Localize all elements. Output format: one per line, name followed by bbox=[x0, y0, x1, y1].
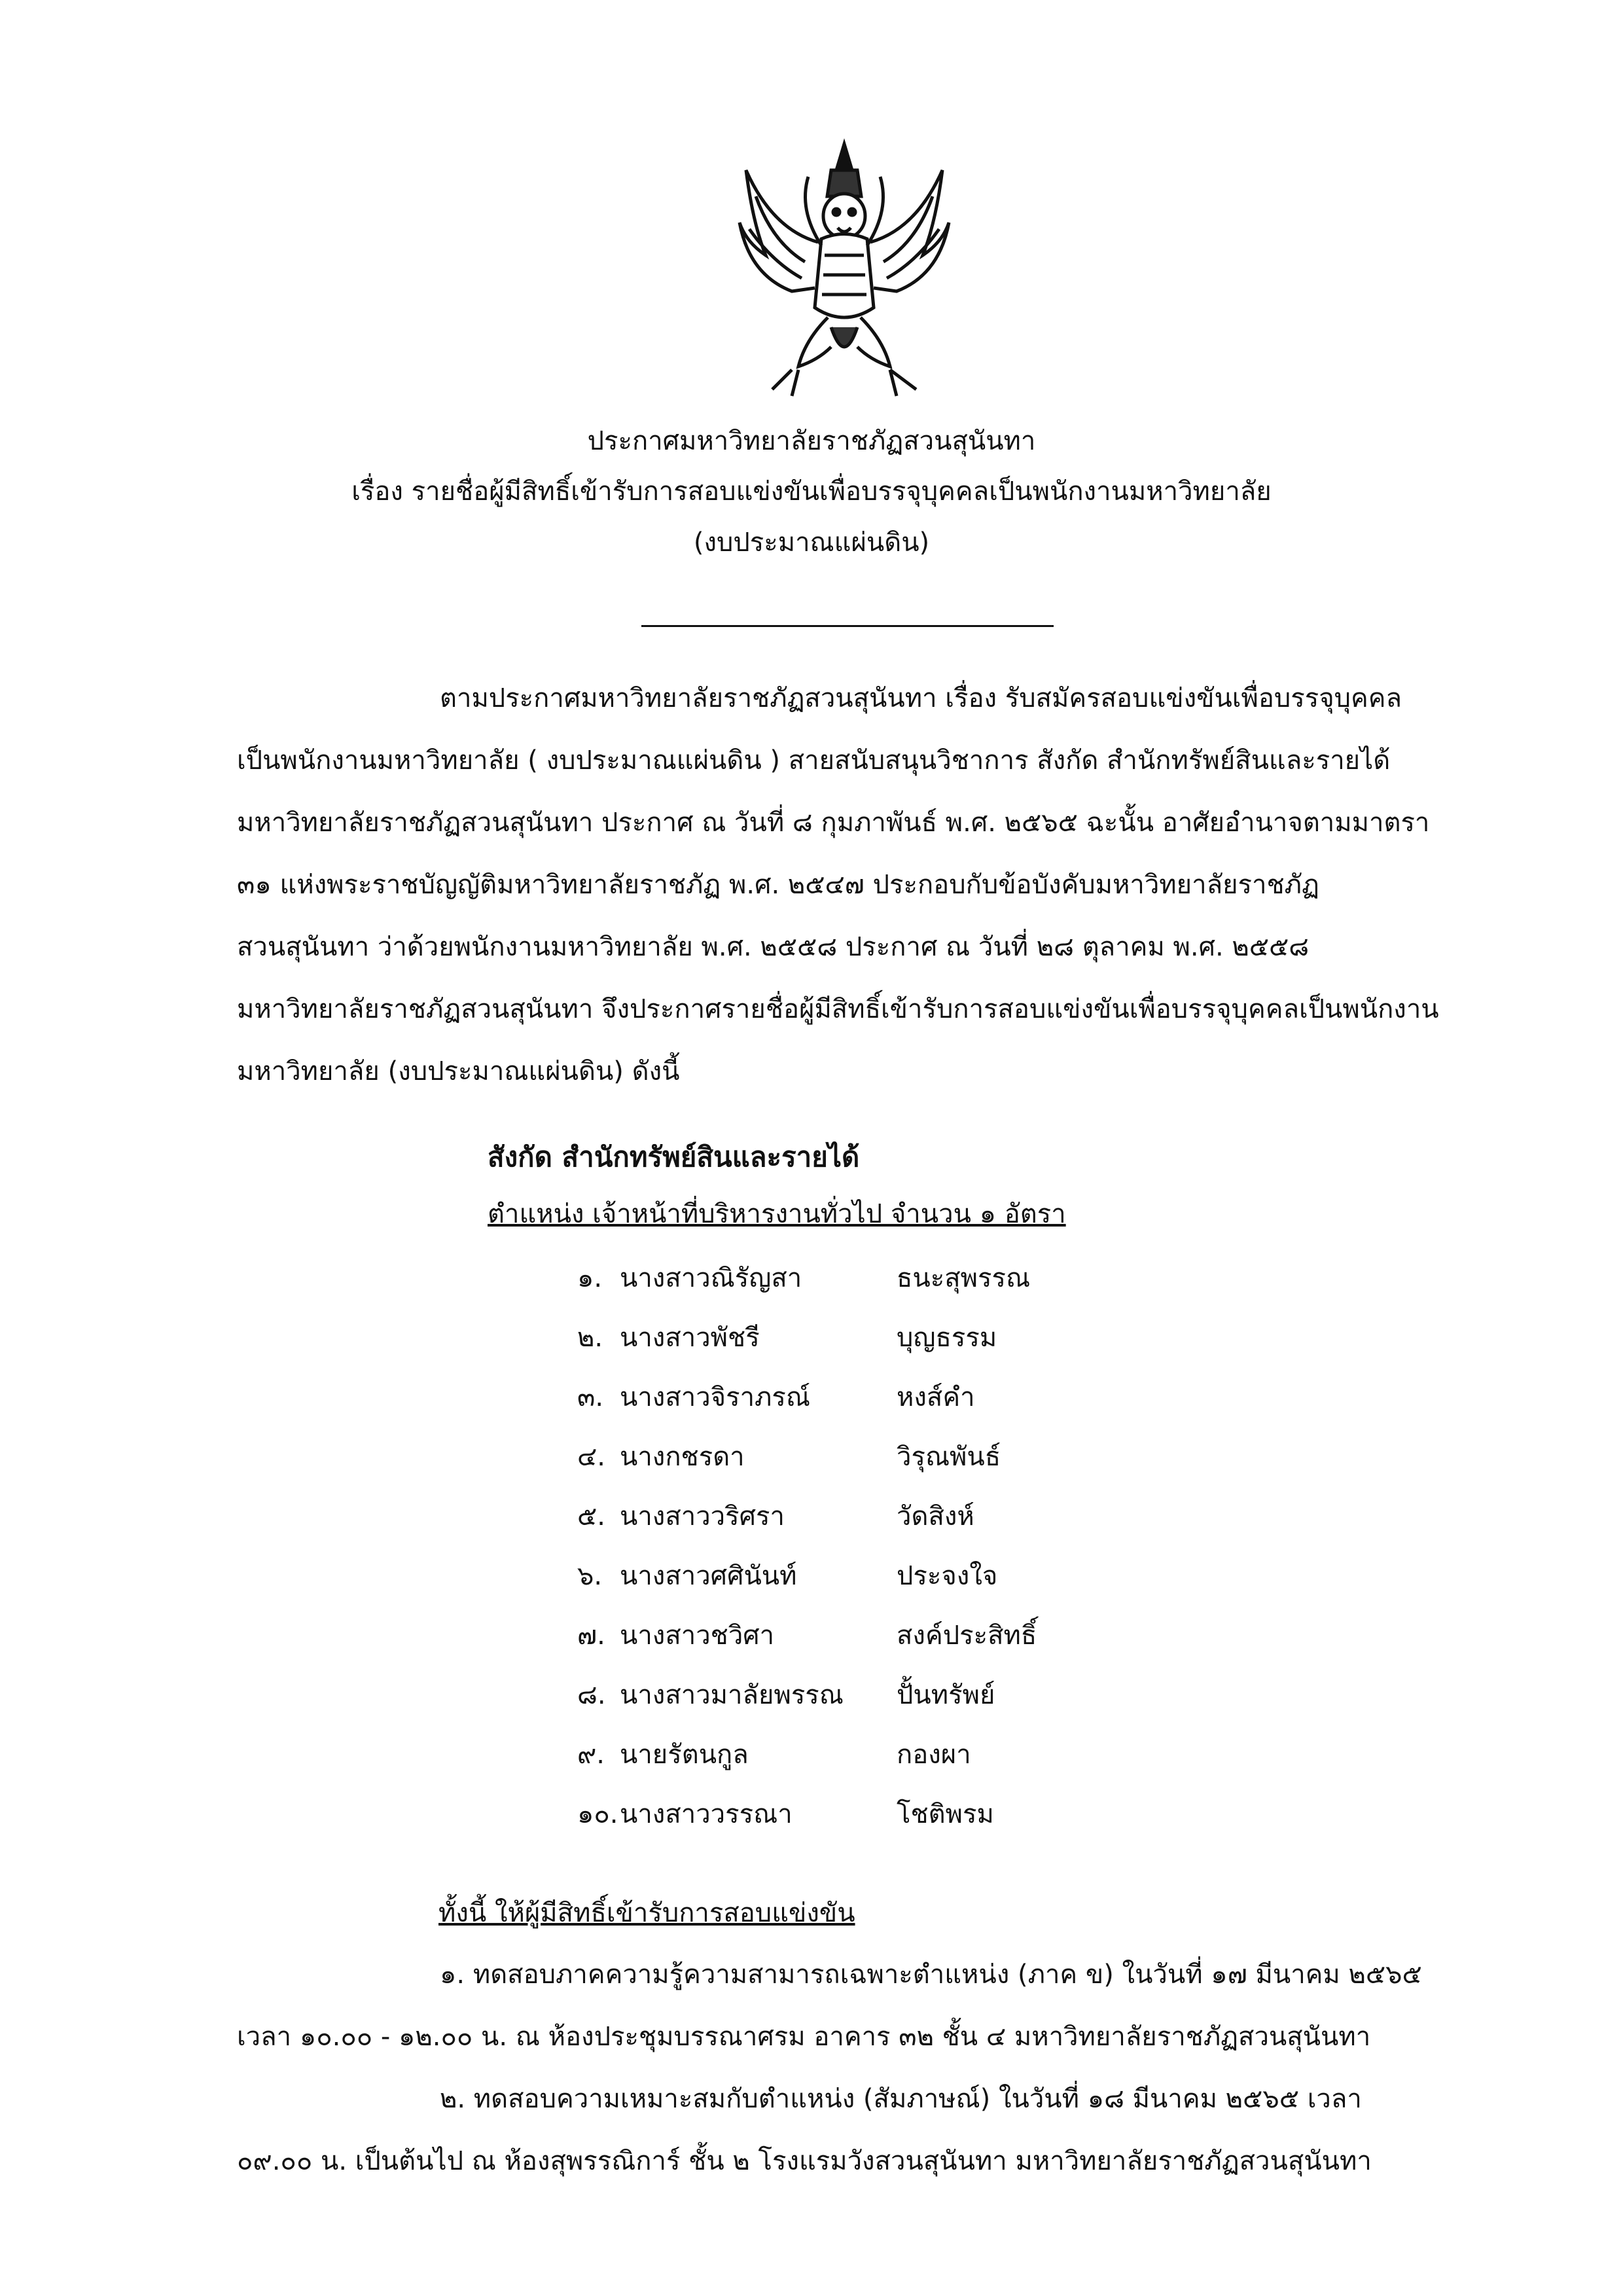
candidate-surname: สงค์ประสิทธิ์ bbox=[897, 1621, 1037, 1651]
body-paragraph bbox=[237, 668, 1471, 1103]
list-item bbox=[577, 1308, 1166, 1368]
instructions-heading: ทั้งนี้ ให้ผู้มีสิทธิ์เข้ารับการสอบแข่งขัน bbox=[438, 1898, 855, 1928]
candidate-surname: วิรุณพันธ์ bbox=[897, 1442, 1001, 1472]
candidate-first-name: นางสาววริศรา bbox=[620, 1501, 785, 1532]
candidate-first-name: นายรัตนกูล bbox=[620, 1740, 749, 1770]
section-title: สังกัด สำนักทรัพย์สินและรายได้ bbox=[488, 1141, 860, 1173]
list-item bbox=[577, 1368, 1166, 1427]
candidate-list bbox=[577, 1249, 1166, 1844]
list-item bbox=[577, 1249, 1166, 1308]
position-heading: ตำแหน่ง เจ้าหน้าที่บริหารงานทั่วไป จำนวน ๑ อัตรา bbox=[488, 1199, 1066, 1229]
candidate-surname: ธนะสุพรรณ bbox=[897, 1263, 1031, 1293]
candidate-first-name: นางสาวจิราภรณ์ bbox=[620, 1382, 811, 1412]
body-line: ๓๑ แห่งพระราชบัญญัติมหาวิทยาลัยราชภัฏ พ.ศ. ๒๕๔๗ ประกอบกับข้อบังคับมหาวิทยาลัยราชภัฏ bbox=[237, 870, 1319, 900]
candidate-number: ๑. bbox=[577, 1263, 603, 1293]
candidate-surname: ประจงใจ bbox=[897, 1561, 998, 1591]
body-line: มหาวิทยาลัย (งบประมาณแผ่นดิน) ดังนี้ bbox=[237, 1056, 680, 1086]
garuda-emblem-icon bbox=[726, 131, 962, 406]
candidate-first-name: นางกชรดา bbox=[620, 1442, 745, 1472]
list-item bbox=[577, 1427, 1166, 1487]
candidate-surname: หงส์คำ bbox=[897, 1382, 975, 1412]
candidate-number: ๑๐. bbox=[577, 1799, 618, 1829]
instruction-line: ๒. ทดสอบความเหมาะสมกับตำแหน่ง (สัมภาษณ์) ในวันที่ ๑๘ มีนาคม ๒๕๖๕ เวลา bbox=[440, 2084, 1362, 2114]
candidate-surname: ปั้นทรัพย์ bbox=[897, 1680, 995, 1710]
announcement-subject: เรื่อง รายชื่อผู้มีสิทธิ์เข้ารับการสอบแข่งขันเพื่อบรรจุบุคคลเป็นพนักงานมหาวิทยาลัย bbox=[351, 476, 1272, 507]
instruction-line: เวลา ๑๐.๐๐ - ๑๒.๐๐ น. ณ ห้องประชุมบรรณาศรม อาคาร ๓๒ ชั้น ๔ มหาวิทยาลัยราชภัฏสวนสุนันทา bbox=[237, 2022, 1371, 2052]
body-line: มหาวิทยาลัยราชภัฏสวนสุนันทา จึงประกาศรายชื่อผู้มีสิทธิ์เข้ารับการสอบแข่งขันเพื่อบรรจุบุคคลเป็นพนักงาน bbox=[237, 994, 1439, 1024]
candidate-surname: โชติพรม bbox=[897, 1799, 994, 1829]
candidate-first-name: นางสาวณิรัญสา bbox=[620, 1263, 802, 1293]
candidate-number: ๓. bbox=[577, 1382, 604, 1412]
candidate-number: ๔. bbox=[577, 1442, 605, 1472]
candidate-first-name: นางสาววรรณา bbox=[620, 1799, 793, 1829]
candidate-number: ๖. bbox=[577, 1561, 603, 1591]
candidate-number: ๙. bbox=[577, 1740, 605, 1770]
body-line: สวนสุนันทา ว่าด้วยพนักงานมหาวิทยาลัย พ.ศ. ๒๕๕๘ ประกาศ ณ วันที่ ๒๘ ตุลาคม พ.ศ. ๒๕๕๘ bbox=[237, 932, 1310, 962]
list-item bbox=[577, 1487, 1166, 1547]
candidate-first-name: นางสาวพัชรี bbox=[620, 1323, 760, 1353]
candidate-number: ๗. bbox=[577, 1621, 605, 1651]
body-line: ตามประกาศมหาวิทยาลัยราชภัฏสวนสุนันทา เรื่อง รับสมัครสอบแข่งขันเพื่อบรรจุบุคคล bbox=[440, 683, 1402, 713]
candidate-number: ๕. bbox=[577, 1501, 605, 1532]
instruction-line: ๐๙.๐๐ น. เป็นต้นไป ณ ห้องสุพรรณิการ์ ชั้น ๒ โรงแรมวังสวนสุนันทา มหาวิทยาลัยราชภัฏสวนสุนันทา bbox=[237, 2146, 1372, 2176]
announcement-budget-note: (งบประมาณแผ่นดิน) bbox=[693, 528, 930, 558]
instruction-item bbox=[237, 1944, 1471, 2068]
list-item bbox=[577, 1666, 1166, 1725]
candidate-surname: บุญธรรม bbox=[897, 1323, 997, 1353]
list-item bbox=[577, 1547, 1166, 1606]
candidate-number: ๒. bbox=[577, 1323, 603, 1353]
announcement-title: ประกาศมหาวิทยาลัยราชภัฏสวนสุนันทา bbox=[587, 426, 1036, 456]
body-line: เป็นพนักงานมหาวิทยาลัย ( งบประมาณแผ่นดิน ) สายสนับสนุนวิชาการ สังกัด สำนักทรัพย์สินและรายได้ bbox=[237, 745, 1391, 776]
candidate-first-name: นางสาวศศินันท์ bbox=[620, 1561, 797, 1591]
body-line: มหาวิทยาลัยราชภัฏสวนสุนันทา ประกาศ ณ วันที่ ๘ กุมภาพันธ์ พ.ศ. ๒๕๖๕ ฉะนั้น อาศัยอำนาจตามมาตรา bbox=[237, 808, 1430, 838]
list-item bbox=[577, 1785, 1166, 1844]
candidate-number: ๘. bbox=[577, 1680, 606, 1710]
list-item bbox=[577, 1606, 1166, 1666]
instruction-item bbox=[237, 2068, 1471, 2193]
header-divider bbox=[641, 625, 1054, 627]
candidate-surname: วัดสิงห์ bbox=[897, 1501, 974, 1532]
candidate-first-name: นางสาวชวิศา bbox=[620, 1621, 775, 1651]
instruction-line: ๑. ทดสอบภาคความรู้ความสามารถเฉพาะตำแหน่ง (ภาค ข) ในวันที่ ๑๗ มีนาคม ๒๕๖๕ bbox=[440, 1960, 1422, 1990]
candidate-first-name: นางสาวมาลัยพรรณ bbox=[620, 1680, 844, 1710]
candidate-surname: กองผา bbox=[897, 1740, 971, 1770]
list-item bbox=[577, 1725, 1166, 1785]
